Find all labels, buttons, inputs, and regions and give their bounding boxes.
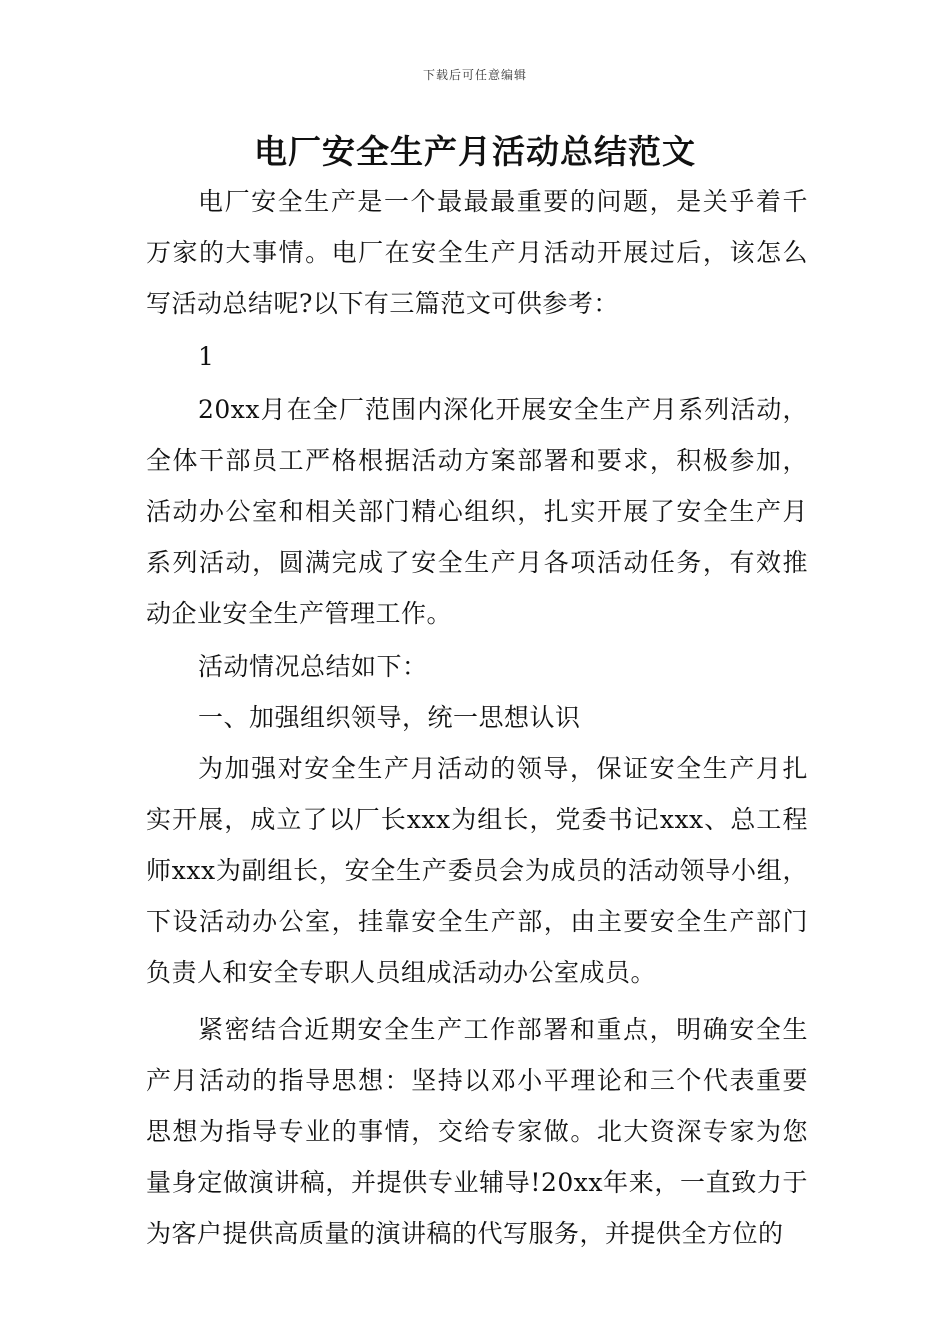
summary-heading: 活动情况总结如下： — [198, 652, 428, 681]
document-body — [146, 176, 808, 1259]
body-paragraph: 20xx月在全厂范围内深化开展安全生产月系列活动，全体干部员工严格根据活动方案部署和要求，积极参加，活动办公室和相关部门精心组织，扎实开展了安全生产月系列活动，圆满完成了安全生产月各项活动任务，有效推动企业安全生产管理工作。 — [146, 395, 808, 628]
intro-paragraph: 电厂安全生产是一个最最最重要的问题，是关乎着千万家的大事情。电厂在安全生产月活动开展过后，该怎么写活动总结呢?以下有三篇范文可供参考： — [146, 187, 808, 318]
body-paragraph: 紧密结合近期安全生产工作部署和重点，明确安全生产月活动的指导思想：坚持以邓小平理论和三个代表重要思想为指导专业的事情，交给专家做。北大资深专家为您量身定做演讲稿，并提供专业辅导!20xx年来，一直致力于为客户提供高质量的演讲稿的代写服务，并提供全方位的 — [146, 1015, 808, 1248]
header-note: 下载后可任意编辑 — [422, 68, 527, 82]
section-number: 1 — [198, 342, 215, 371]
document-title: 电厂安全生产月活动总结范文 — [254, 132, 696, 171]
section-heading: 一、加强组织领导，统一思想认识 — [198, 703, 581, 732]
body-paragraph: 为加强对安全生产月活动的领导，保证安全生产月扎实开展，成立了以厂长xxx为组长，党委书记xxx、总工程师xxx为副组长，安全生产委员会为成员的活动领导小组，下设活动办公室，挂靠安全生产部，由主要安全生产部门负责人和安全专职人员组成活动办公室成员。 — [146, 754, 808, 987]
